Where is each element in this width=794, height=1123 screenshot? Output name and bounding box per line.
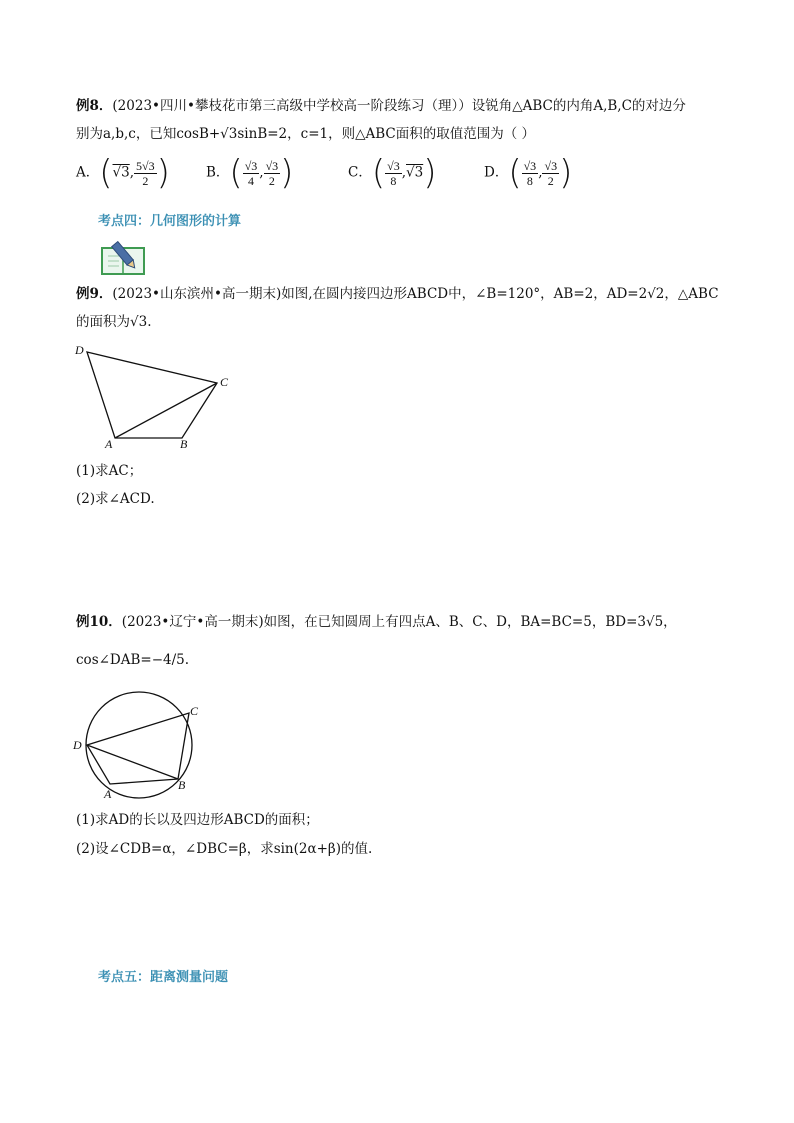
ex8-option-a[interactable]: A．(√3, $\frac{5√3}{2}$ ): [76, 153, 170, 193]
topic4-heading: 考点四：几何图形的计算: [98, 214, 242, 229]
point-label-c: C: [220, 375, 229, 389]
point-label-a: A: [104, 787, 112, 801]
ex10-line1: [76, 612, 677, 632]
ex10-question-2: (2)设∠CDB=α，∠DBC=β，求sin(2α+β)的值.: [76, 841, 373, 857]
option-letter: B．: [206, 164, 230, 181]
notebook-pencil-icon: [100, 238, 148, 276]
point-label-b: B: [180, 437, 188, 451]
ex9-line1: [76, 284, 719, 304]
point-label-b: B: [178, 778, 186, 792]
point-label-d: D: [73, 738, 82, 752]
ex8-option-b[interactable]: B．( $\frac{√3}{4}$ , $\frac{√3}{2}$ ): [206, 153, 294, 193]
option-letter: C．: [348, 164, 372, 181]
ex9-source: (2023•山东滨州•高一期末): [112, 286, 282, 302]
ex9-figure-quadrilateral: [70, 340, 240, 455]
point-label-c: C: [190, 704, 199, 718]
ex9-text-1: 如图,在圆内接四边形ABCD中，∠B=120°，AB=2，AD=2√2，△ABC: [281, 286, 719, 302]
ex9-question-1: (1)求AC；: [76, 463, 143, 479]
ex8-line2: 别为a,b,c，已知cosB+√3sinB=2，c=1，则△ABC面积的取值范围为（ ）: [76, 126, 536, 142]
option-a-left: √3: [112, 164, 130, 181]
ex9-question-2: (2)求∠ACD.: [76, 491, 155, 507]
ex8-option-c[interactable]: C．( $\frac{√3}{8}$ ,√3): [348, 153, 437, 193]
ex10-text-1: 如图，在已知圆周上有四点A、B、C、D，BA=BC=5，BD=3√5，: [263, 614, 677, 630]
ex8-label: 例8．: [76, 98, 113, 114]
ex9-line2: 的面积为√3.: [76, 314, 152, 330]
ex10-line2: cos∠DAB=−4/5.: [76, 652, 190, 668]
ex8-line1: [76, 96, 686, 116]
option-letter: A．: [76, 164, 100, 181]
point-label-a: A: [105, 437, 113, 451]
ex8-text-1: 设锐角△ABC的内角A,B,C的对边分: [471, 98, 686, 114]
ex9-label: 例9．: [76, 286, 113, 302]
ex10-figure-circle: [70, 688, 210, 803]
ex8-option-d[interactable]: D．( $\frac{√3}{8}$ , $\frac{√3}{2}$ ): [484, 153, 573, 193]
ex10-question-1: (1)求AD的长以及四边形ABCD的面积；: [76, 812, 319, 828]
ex8-source: (2023•四川•攀枝花市第三高级中学校高一阶段练习（理））: [112, 98, 472, 114]
ex10-source: (2023•辽宁•高一期末): [121, 614, 264, 630]
ex10-label: 例10．: [76, 614, 122, 630]
point-label-d: D: [75, 343, 84, 357]
topic5-heading: 考点五：距离测量问题: [98, 970, 229, 985]
option-letter: D．: [484, 164, 509, 181]
